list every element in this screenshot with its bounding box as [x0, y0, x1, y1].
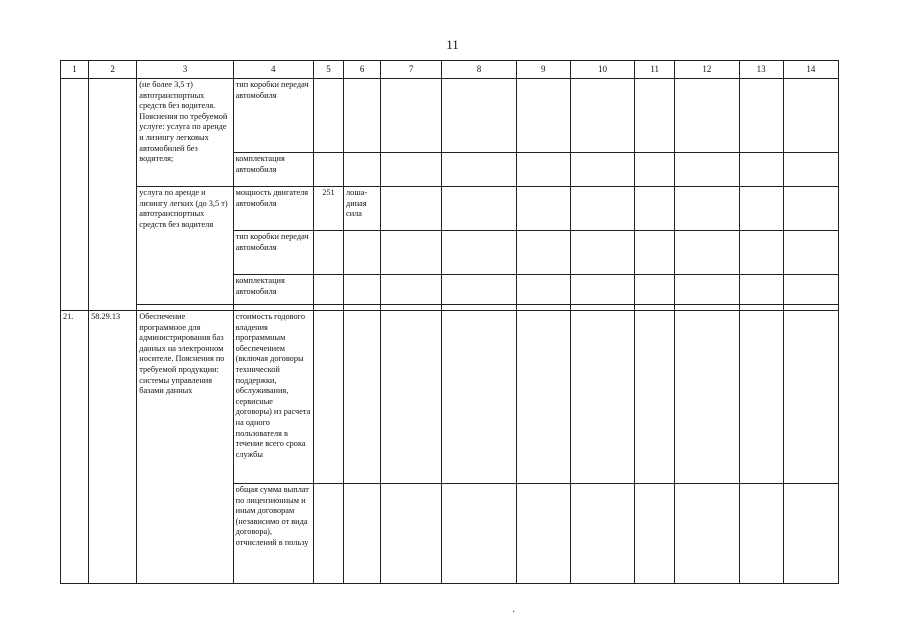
cell-value: 251	[313, 187, 343, 231]
column-header: 13	[739, 61, 783, 79]
table-row	[61, 187, 839, 231]
column-header: 2	[89, 61, 137, 79]
cell-characteristic: комплектация автомобиля	[233, 275, 313, 305]
cell-item-name: Обеспечение программное для администрирования баз данных на электронном носителе. Пояснения по требуемой продукции: системы управления базами данных	[137, 311, 233, 584]
footer-mark: ·	[512, 607, 516, 618]
cell-service-name: услуга по аренде и лизингу легких (до 3,5 т) автотранспортных средств без водителя	[137, 187, 233, 305]
table-header-row	[61, 61, 839, 79]
column-header: 12	[675, 61, 739, 79]
requirements-table	[60, 60, 839, 584]
column-header: 3	[137, 61, 233, 79]
cell-empty	[89, 79, 137, 311]
cell-characteristic: комплектация автомобиля	[233, 153, 313, 187]
cell-characteristic: тип коробки передач автомобиля	[233, 231, 313, 275]
column-header: 9	[516, 61, 570, 79]
cell-characteristic: стоимость годового владения программным обеспечением (включая договоры технической поддержки, обслуживания, сервисные договоры) из расчета на одного пользователя в течение всего срока службы	[233, 311, 313, 484]
cell-item-code: 58.29.13	[89, 311, 137, 584]
cell-characteristic: общая сумма выплат по лицензионным и иным договорам (независимо от вида договора), отчислений в пользу	[233, 484, 313, 584]
cell-empty	[61, 79, 89, 311]
column-header: 5	[313, 61, 343, 79]
cell-item-number: 21.	[61, 311, 89, 584]
cell-characteristic: мощность двигателя автомобиля	[233, 187, 313, 231]
column-header: 7	[381, 61, 442, 79]
column-header: 1	[61, 61, 89, 79]
column-header: 8	[442, 61, 516, 79]
cell-unit: лоша-диная сила	[344, 187, 381, 231]
column-header: 10	[570, 61, 634, 79]
table-row	[61, 311, 839, 484]
column-header: 14	[783, 61, 838, 79]
cell-characteristic: тип коробки передач автомобиля	[233, 79, 313, 153]
page-number: 11	[446, 37, 459, 52]
column-header: 4	[233, 61, 313, 79]
table-row	[61, 79, 839, 153]
cell-service-name: (не более 3,5 т) автотранспортных средств без водителя. Пояснения по требуемой услуге: услуга по аренде и лизингу легковых автомобилей без водителя;	[137, 79, 233, 187]
column-header: 6	[344, 61, 381, 79]
column-header: 11	[635, 61, 675, 79]
